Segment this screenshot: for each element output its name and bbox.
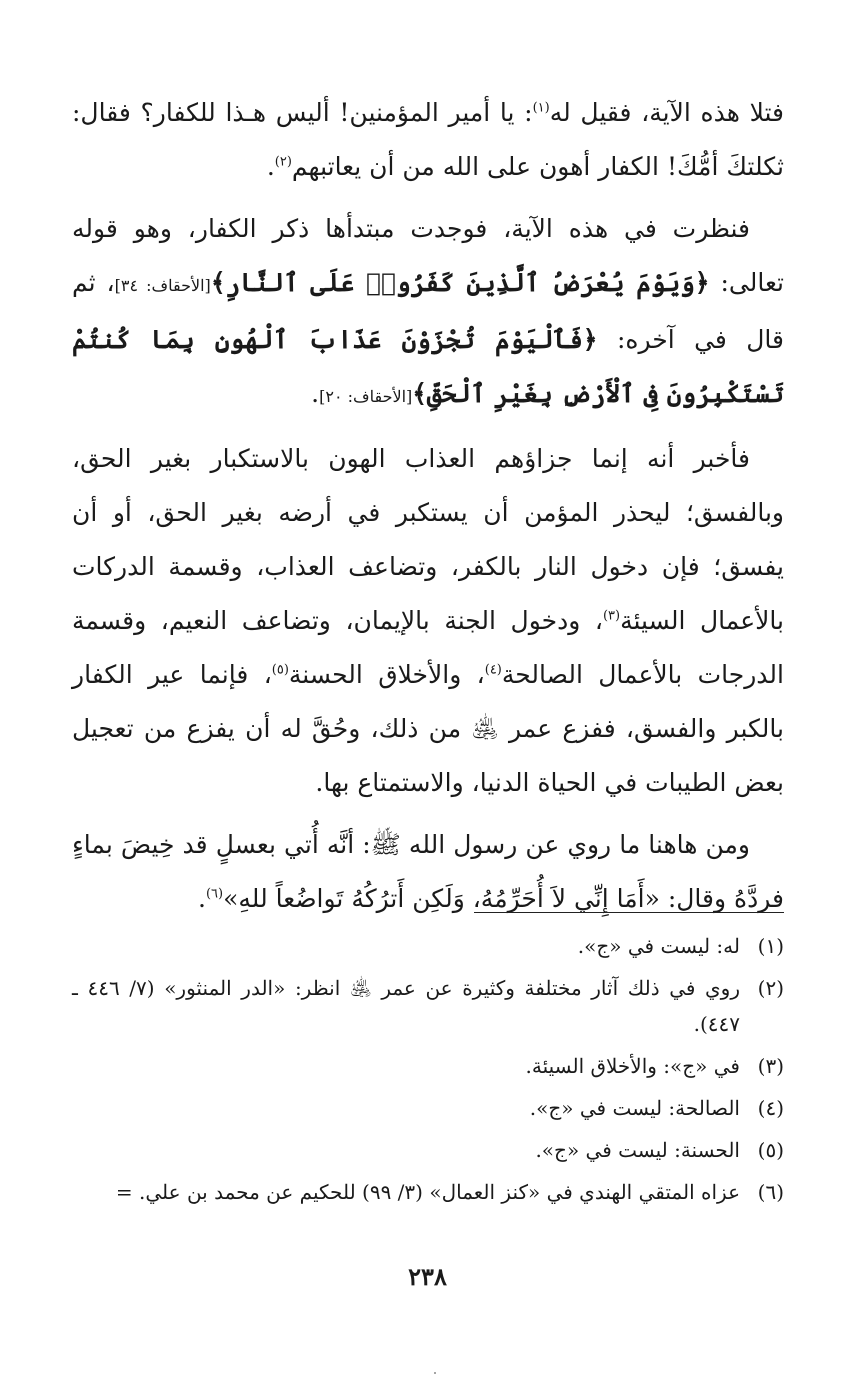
text-run: ومن هاهنا ما روي عن رسول الله ﷺ: أنَّه أُتي بعسلٍ قد خِيضَ بماءٍ فردَّهُ وقال: «أَمَا إِنِّي لاَ أُحَرِّمُهُ، وَلَكِن أَترُكُهُ تَواضُعاً للهِ»: [72, 830, 784, 913]
scan-dot: [434, 1372, 436, 1374]
paragraph: [72, 86, 784, 194]
text-run: ، فإنما عير الكفار بالكبر والفسق، ففزع عمر ﵁ من ذلك، وحُقَّ له أن يفزع من تعجيل بعض الطيبات في الحياة الدنيا، والاستمتاع بها.: [72, 660, 784, 797]
text-run: فتلا هذه الآية، فقيل له: [549, 98, 784, 127]
footnote-number: (١): [757, 934, 784, 958]
footnote-text: الحسنة: ليست في «ج».: [535, 1138, 740, 1162]
text-run: فنظرت في هذه الآية، فوجدت مبتدأها ذكر الكفار، وهو قوله تعالى:: [72, 214, 784, 297]
footnote-marker[interactable]: (٢): [274, 154, 292, 170]
main-text: [72, 86, 784, 934]
footnote-item: [72, 1174, 784, 1210]
paragraph: [72, 202, 784, 424]
footnote-divider: [474, 912, 784, 913]
footnotes: [72, 928, 784, 1216]
footnote-marker[interactable]: (٣): [602, 608, 621, 624]
footnote-item: [72, 970, 784, 1042]
verse-reference: [الأحقاف: ٢٠]: [319, 387, 413, 406]
text-run: فأخبر أنه إنما جزاؤهم العذاب الهون بالاستكبار بغير الحق، وبالفسق؛ ليحذر المؤمن أن يستكبر في أرضه بغير الحق، أو أن يفسق؛ فإن دخول النار بالكفر، وتضاعف العذاب، وقسمة الدركات بالأعمال السيئة: [72, 444, 784, 635]
text-run: ، ثم قال في آخره:: [72, 268, 785, 354]
footnote-text: الصالحة: ليست في «ج».: [529, 1096, 740, 1120]
footnote-marker[interactable]: (٤): [484, 662, 502, 678]
verse-reference: [الأحقاف: ٣٤]: [114, 276, 211, 295]
page-number: ٢٣٨: [408, 1262, 447, 1291]
text-run: : يا أمير المؤمنين! أليس هـذا للكفار؟ فقال: ثكلتكَ أمُّكَ! الكفار أهون على الله من أن يعاتبهم: [72, 98, 784, 181]
footnote-number: (٤): [757, 1096, 784, 1120]
footnote-marker[interactable]: (٥): [271, 662, 289, 678]
footnote-number: (٣): [757, 1054, 784, 1078]
footnote-item: [72, 1048, 784, 1084]
quran-verse: ﴿فَٱلْيَوْمَ تُجْزَوْنَ عَذَابَ ٱلْهُونِ بِمَا كُنتُمْ تَسْتَكْبِرُونَ فِى ٱلْأَرْضِ بِغَيْرِ ٱلْحَقِّ﴾: [72, 325, 784, 408]
footnote-text: روي في ذلك آثار مختلفة وكثيرة عن عمر ﵁ انظر: «الدر المنثور» (٧/ ٤٤٦ ـ ٤٤٧).: [72, 976, 741, 1036]
footnote-text: له: ليست في «ج».: [577, 934, 740, 958]
footnote-marker[interactable]: (٦): [205, 886, 224, 902]
footnote-text: في «ج»: والأخلاق السيئة.: [525, 1054, 740, 1078]
text-run: .: [266, 152, 275, 181]
footnote-marker[interactable]: (١): [532, 100, 550, 116]
footnote-item: [72, 1090, 784, 1126]
footnote-number: (٥): [757, 1138, 784, 1162]
text-run: ، ودخول الجنة بالإيمان، وتضاعف النعيم، وقسمة الدرجات بالأعمال الصالحة: [72, 606, 784, 689]
footnote-number: (٢): [757, 976, 784, 1000]
text-run: .: [311, 379, 320, 408]
footnote-text: عزاه المتقي الهندي في «كنز العمال» (٣/ ٩٩) للحكيم عن محمد بن علي. =: [115, 1180, 740, 1204]
footnote-number: (٦): [757, 1180, 784, 1204]
text-run: ، والأخلاق الحسنة: [288, 660, 485, 689]
text-run: .: [198, 884, 206, 913]
footnote-item: [72, 928, 784, 964]
paragraph: [72, 818, 784, 926]
quran-verse: ﴿وَيَوْمَ يُعْرَضُ ٱلَّذِينَ كَفَرُوا۟ عَلَى ٱلنَّارِ﴾: [210, 268, 710, 297]
paragraph: [72, 432, 784, 810]
footnote-item: [72, 1132, 784, 1168]
